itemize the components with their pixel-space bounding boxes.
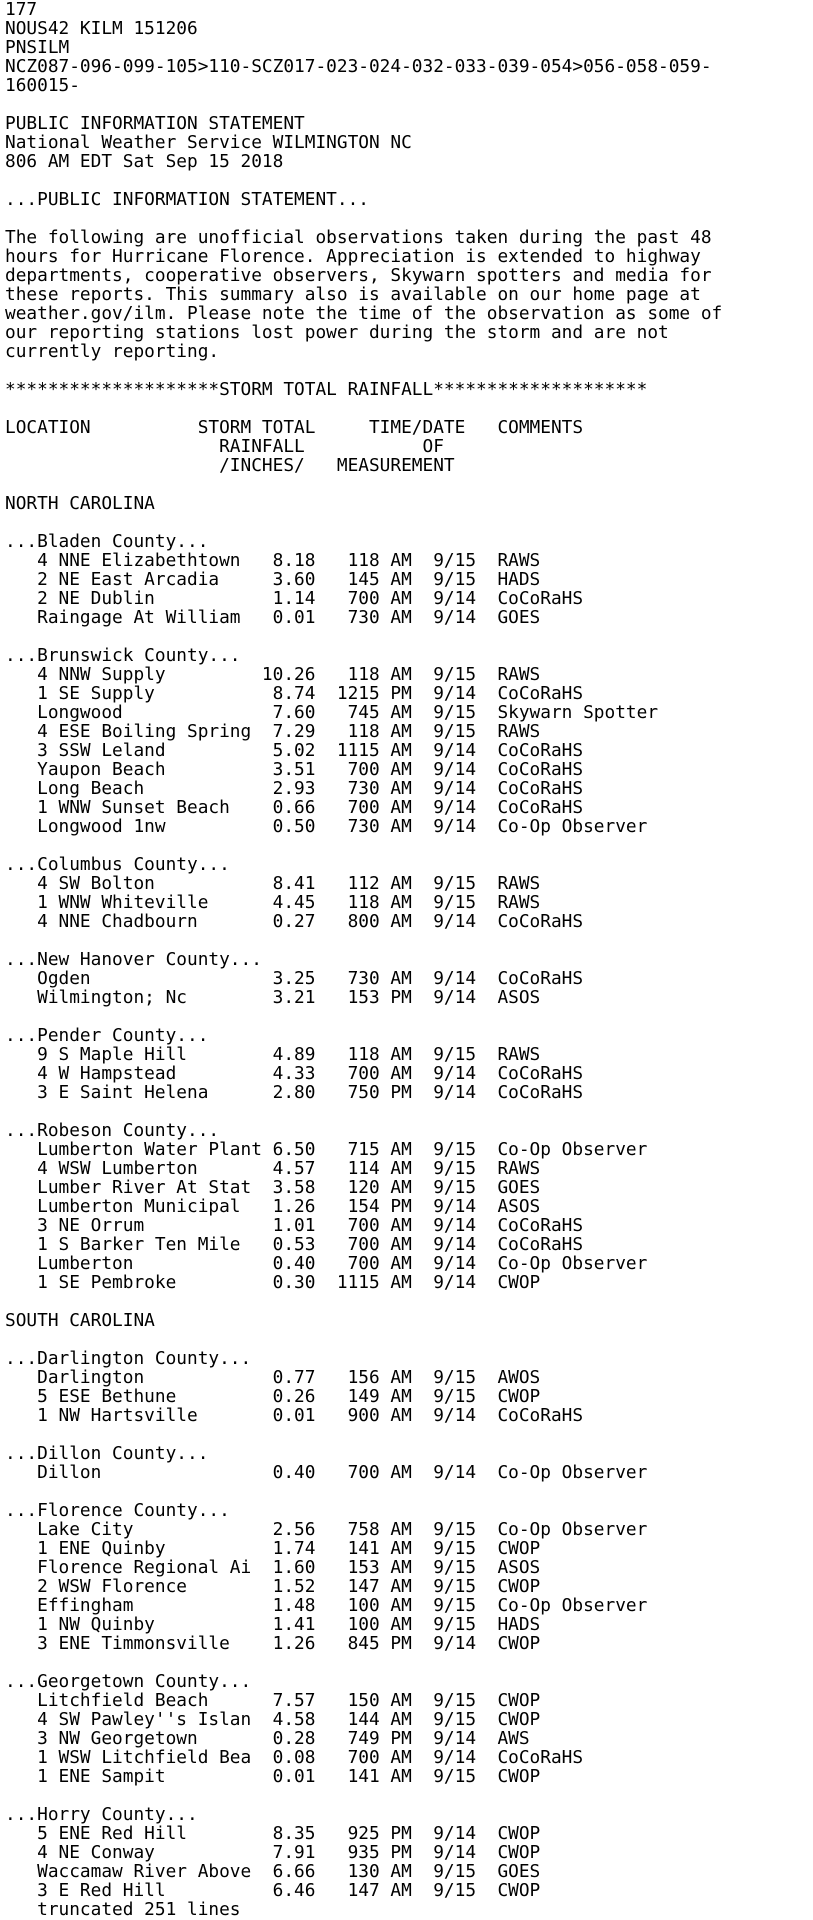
text-line: ...Brunswick County... <box>5 645 241 666</box>
text-line: Dillon 0.40 700 AM 9/14 Co-Op Observer <box>5 1462 648 1483</box>
text-line <box>5 627 813 646</box>
text-line: The following are unofficial observations taken during the past 48 <box>5 227 712 248</box>
text-line: 1 WNW Sunset Beach 0.66 700 AM 9/14 CoCoRaHS <box>5 797 584 818</box>
text-line: Waccamaw River Above 6.66 130 AM 9/15 GOES <box>5 1861 541 1882</box>
text-line: National Weather Service WILMINGTON NC <box>5 132 412 153</box>
text-line: /INCHES/ MEASUREMENT <box>5 455 455 476</box>
text-line: 1 ENE Quinby 1.74 141 AM 9/15 CWOP <box>5 1538 541 1559</box>
text-line: 2 WSW Florence 1.52 147 AM 9/15 CWOP <box>5 1576 541 1597</box>
text-line <box>5 399 813 418</box>
text-line: Lake City 2.56 758 AM 9/15 Co-Op Observer <box>5 1519 648 1540</box>
text-line: 2 NE East Arcadia 3.60 145 AM 9/15 HADS <box>5 569 541 590</box>
text-line: hours for Hurricane Florence. Appreciation is extended to highway <box>5 246 701 267</box>
text-line: 177 <box>5 0 38 20</box>
text-line: departments, cooperative observers, Skywarn spotters and media for <box>5 265 712 286</box>
text-line: 2 NE Dublin 1.14 700 AM 9/14 CoCoRaHS <box>5 588 584 609</box>
text-line: 1 WSW Litchfield Bea 0.08 700 AM 9/14 CoCoRaHS <box>5 1747 584 1768</box>
text-line <box>5 1786 813 1805</box>
text-line <box>5 1292 813 1311</box>
text-line: Yaupon Beach 3.51 700 AM 9/14 CoCoRaHS <box>5 759 584 780</box>
text-line: Lumberton Municipal 1.26 154 PM 9/14 ASOS <box>5 1196 541 1217</box>
text-line <box>5 513 813 532</box>
text-line: our reporting stations lost power during the storm and are not <box>5 322 669 343</box>
text-line: 3 E Red Hill 6.46 147 AM 9/15 CWOP <box>5 1880 541 1901</box>
text-line: Long Beach 2.93 730 AM 9/14 CoCoRaHS <box>5 778 584 799</box>
text-line: 4 W Hampstead 4.33 700 AM 9/14 CoCoRaHS <box>5 1063 584 1084</box>
text-line <box>5 931 813 950</box>
text-line: 1 SE Pembroke 0.30 1115 AM 9/14 CWOP <box>5 1272 541 1293</box>
text-line: Lumber River At Stat 3.58 120 AM 9/15 GOES <box>5 1177 541 1198</box>
text-line <box>5 1007 813 1026</box>
text-line: ...Florence County... <box>5 1500 230 1521</box>
text-line: 3 NE Orrum 1.01 700 AM 9/14 CoCoRaHS <box>5 1215 584 1236</box>
text-line <box>5 95 813 114</box>
text-line: Raingage At William 0.01 730 AM 9/14 GOES <box>5 607 541 628</box>
text-line: 9 S Maple Hill 4.89 118 AM 9/15 RAWS <box>5 1044 541 1065</box>
text-line: 1 S Barker Ten Mile 0.53 700 AM 9/14 CoCoRaHS <box>5 1234 584 1255</box>
text-line <box>5 209 813 228</box>
text-line: 1 ENE Sampit 0.01 141 AM 9/15 CWOP <box>5 1766 541 1787</box>
text-line: 160015- <box>5 75 80 96</box>
text-line: 4 SW Pawley''s Islan 4.58 144 AM 9/15 CWOP <box>5 1709 541 1730</box>
text-line: NCZ087-096-099-105>110-SCZ017-023-024-032-033-039-054>056-058-059- <box>5 56 712 77</box>
text-line: Effingham 1.48 100 AM 9/15 Co-Op Observer <box>5 1595 648 1616</box>
text-line: 3 NW Georgetown 0.28 749 PM 9/14 AWS <box>5 1728 530 1749</box>
text-line: 5 ESE Bethune 0.26 149 AM 9/15 CWOP <box>5 1386 541 1407</box>
text-line: 4 NNW Supply 10.26 118 AM 9/15 RAWS <box>5 664 541 685</box>
text-line <box>5 1482 813 1501</box>
text-line: weather.gov/ilm. Please note the time of the observation as some of <box>5 303 723 324</box>
text-line: Litchfield Beach 7.57 150 AM 9/15 CWOP <box>5 1690 541 1711</box>
text-line: ...Darlington County... <box>5 1348 252 1369</box>
text-line: NOUS42 KILM 151206 <box>5 18 198 39</box>
text-line: currently reporting. <box>5 341 220 362</box>
text-line: 4 ESE Boiling Spring 7.29 118 AM 9/15 RAWS <box>5 721 541 742</box>
text-line: 3 SSW Leland 5.02 1115 AM 9/14 CoCoRaHS <box>5 740 584 761</box>
text-line: Wilmington; Nc 3.21 153 PM 9/14 ASOS <box>5 987 541 1008</box>
text-line: 1 WNW Whiteville 4.45 118 AM 9/15 RAWS <box>5 892 541 913</box>
text-line: ...Georgetown County... <box>5 1671 252 1692</box>
text-line <box>5 1102 813 1121</box>
text-line: 4 WSW Lumberton 4.57 114 AM 9/15 RAWS <box>5 1158 541 1179</box>
text-line: ...Columbus County... <box>5 854 230 875</box>
text-line: ...Pender County... <box>5 1025 209 1046</box>
text-line <box>5 361 813 380</box>
text-line: 3 E Saint Helena 2.80 750 PM 9/14 CoCoRaHS <box>5 1082 584 1103</box>
text-line: ...Robeson County... <box>5 1120 220 1141</box>
text-line: NORTH CAROLINA <box>5 493 155 514</box>
text-line: PUBLIC INFORMATION STATEMENT <box>5 113 305 134</box>
text-line: ********************STORM TOTAL RAINFALL******************** <box>5 379 648 400</box>
text-line: Longwood 7.60 745 AM 9/15 Skywarn Spotter <box>5 702 659 723</box>
text-line <box>5 1425 813 1444</box>
text-line: Lumberton Water Plant 6.50 715 AM 9/15 Co-Op Observer <box>5 1139 648 1160</box>
text-line: Longwood 1nw 0.50 730 AM 9/14 Co-Op Observer <box>5 816 648 837</box>
text-line: ...Bladen County... <box>5 531 209 552</box>
text-line: 4 SW Bolton 8.41 112 AM 9/15 RAWS <box>5 873 541 894</box>
text-line: Florence Regional Ai 1.60 153 AM 9/15 ASOS <box>5 1557 541 1578</box>
text-line: ...Horry County... <box>5 1804 198 1825</box>
text-line <box>5 475 813 494</box>
text-line: 1 NW Hartsville 0.01 900 AM 9/14 CoCoRaHS <box>5 1405 584 1426</box>
text-line <box>5 1330 813 1349</box>
text-line: 3 ENE Timmonsville 1.26 845 PM 9/14 CWOP <box>5 1633 541 1654</box>
text-line: Darlington 0.77 156 AM 9/15 AWOS <box>5 1367 541 1388</box>
text-line <box>5 1653 813 1672</box>
text-line: 1 NW Quinby 1.41 100 AM 9/15 HADS <box>5 1614 541 1635</box>
text-line: SOUTH CAROLINA <box>5 1310 155 1331</box>
text-line: ...New Hanover County... <box>5 949 262 970</box>
text-line: ...PUBLIC INFORMATION STATEMENT... <box>5 189 369 210</box>
text-line: 4 NNE Elizabethtown 8.18 118 AM 9/15 RAWS <box>5 550 541 571</box>
text-line: 1 SE Supply 8.74 1215 PM 9/14 CoCoRaHS <box>5 683 584 704</box>
text-line: RAINFALL OF <box>5 436 444 457</box>
text-line <box>5 836 813 855</box>
text-line: LOCATION STORM TOTAL TIME/DATE COMMENTS <box>5 417 584 438</box>
text-line: PNSILM <box>5 37 70 58</box>
text-line: these reports. This summary also is available on our home page at <box>5 284 701 305</box>
text-line <box>5 171 813 190</box>
text-line: 4 NNE Chadbourn 0.27 800 AM 9/14 CoCoRaHS <box>5 911 584 932</box>
text-line: 4 NE Conway 7.91 935 PM 9/14 CWOP <box>5 1842 541 1863</box>
text-line: truncated 251 lines <box>5 1899 241 1920</box>
text-line: Lumberton 0.40 700 AM 9/14 Co-Op Observer <box>5 1253 648 1274</box>
text-line: 5 ENE Red Hill 8.35 925 PM 9/14 CWOP <box>5 1823 541 1844</box>
text-line: Ogden 3.25 730 AM 9/14 CoCoRaHS <box>5 968 584 989</box>
text-line: 806 AM EDT Sat Sep 15 2018 <box>5 151 284 172</box>
text-line: ...Dillon County... <box>5 1443 209 1464</box>
